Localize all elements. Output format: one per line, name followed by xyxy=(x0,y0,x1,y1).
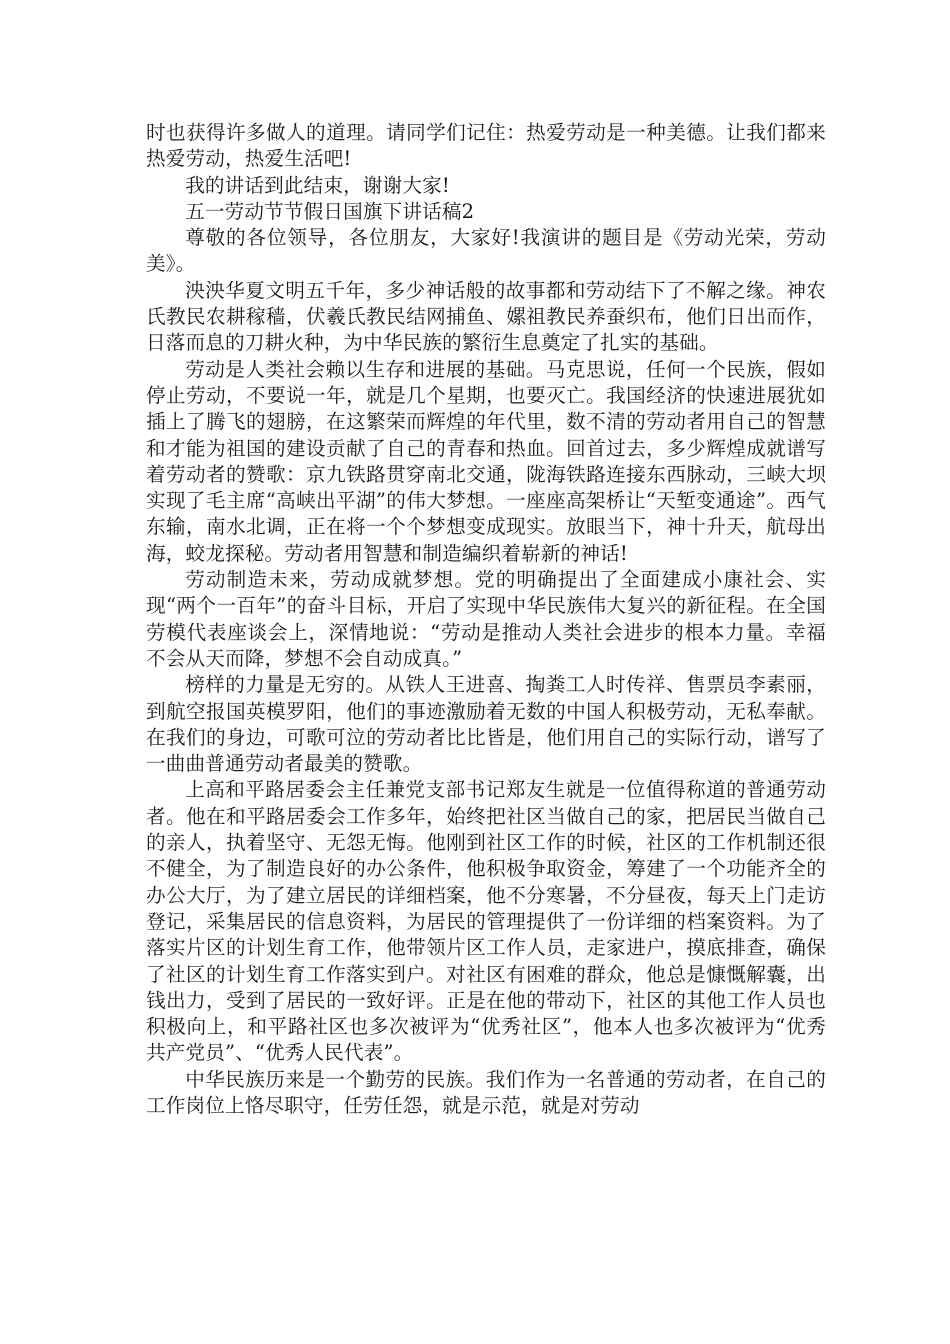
paragraph: 时也获得许多做人的道理。请同学们记住：热爱劳动是一种美德。让我们都来热爱劳动，热爱生活吧! xyxy=(146,121,826,171)
paragraph: 尊敬的各位领导，各位朋友，大家好!我演讲的题目是《劳动光荣，劳动美》。 xyxy=(146,226,826,276)
paragraph: 我的讲话到此结束，谢谢大家! xyxy=(185,173,450,197)
paragraph: 中华民族历来是一个勤劳的民族。我们作为一名普通的劳动者，在自己的工作岗位上恪尽职守，任劳任怨，就是示范，就是对劳动 xyxy=(146,1067,826,1117)
paragraph: 榜样的力量是无穷的。从铁人王进喜、掏粪工人时传祥、售票员李素丽，到航空报国英模罗阳，他们的事迹激励着无数的中国人积极劳动，无私奉献。在我们的身边，可歌可泣的劳动者比比皆是，他们用自己的实际行动，谱写了一曲曲普通劳动者最美的赞歌。 xyxy=(146,673,826,776)
document-page xyxy=(146,120,826,1119)
section-title: 五一劳动节节假日国旗下讲话稿2 xyxy=(185,199,475,223)
paragraph: 劳动是人类社会赖以生存和进展的基础。马克思说，任何一个民族，假如停止劳动，不要说一年，就是几个星期，也要灭亡。我国经济的快速进展犹如插上了腾飞的翅膀，在这繁荣而辉煌的年代里，数不清的劳动者用自己的智慧和才能为祖国的建设贡献了自己的青春和热血。回首过去，多少辉煌成就谱写着劳动者的赞歌：京九铁路贯穿南北交通，陇海铁路连接东西脉动，三峡大坝实现了毛主席“高峡出平湖”的伟大梦想。一座座高架桥让“天堑变通途”。西气东输，南水北调，正在将一个个梦想变成现实。放眼当下，神十升天，航母出海，蛟龙探秘。劳动者用智慧和制造编织着崭新的神话! xyxy=(146,357,826,565)
paragraph: 泱泱华夏文明五千年，多少神话般的故事都和劳动结下了不解之缘。神农氏教民农耕稼穑，伏羲氏教民结网捕鱼、嫘祖教民养蚕织布，他们日出而作，日落而息的刀耕火种，为中华民族的繁衍生息奠定了扎实的基础。 xyxy=(146,278,826,355)
paragraph: 劳动制造未来，劳动成就梦想。党的明确提出了全面建成小康社会、实现“两个一百年”的奋斗目标，开启了实现中华民族伟大复兴的新征程。在全国劳模代表座谈会上，深情地说：“劳动是推动人类社会进步的根本力量。幸福不会从天而降，梦想不会自动成真。” xyxy=(146,568,826,670)
paragraph: 上高和平路居委会主任兼党支部书记郑友生就是一位值得称道的普通劳动者。他在和平路居委会工作多年，始终把社区当做自己的家，把居民当做自己的亲人，执着坚守、无怨无悔。他刚到社区工作的时候，社区的工作机制还很不健全，为了制造良好的办公条件，他积极争取资金，筹建了一个功能齐全的办公大厅，为了建立居民的详细档案，他不分寒暑，不分昼夜，每天上门走访登记，采集居民的信息资料，为居民的管理提供了一份详细的档案资料。为了落实片区的计划生育工作，他带领片区工作人员，走家进户，摸底排查，确保了社区的计划生育工作落实到户。对社区有困难的群众，他总是慷慨解囊，出钱出力，受到了居民的一致好评。正是在他的带动下，社区的其他工作人员也积极向上，和平路社区也多次被评为“优秀社区”，他本人也多次被评为“优秀共产党员”、“优秀人民代表”。 xyxy=(146,778,826,1065)
